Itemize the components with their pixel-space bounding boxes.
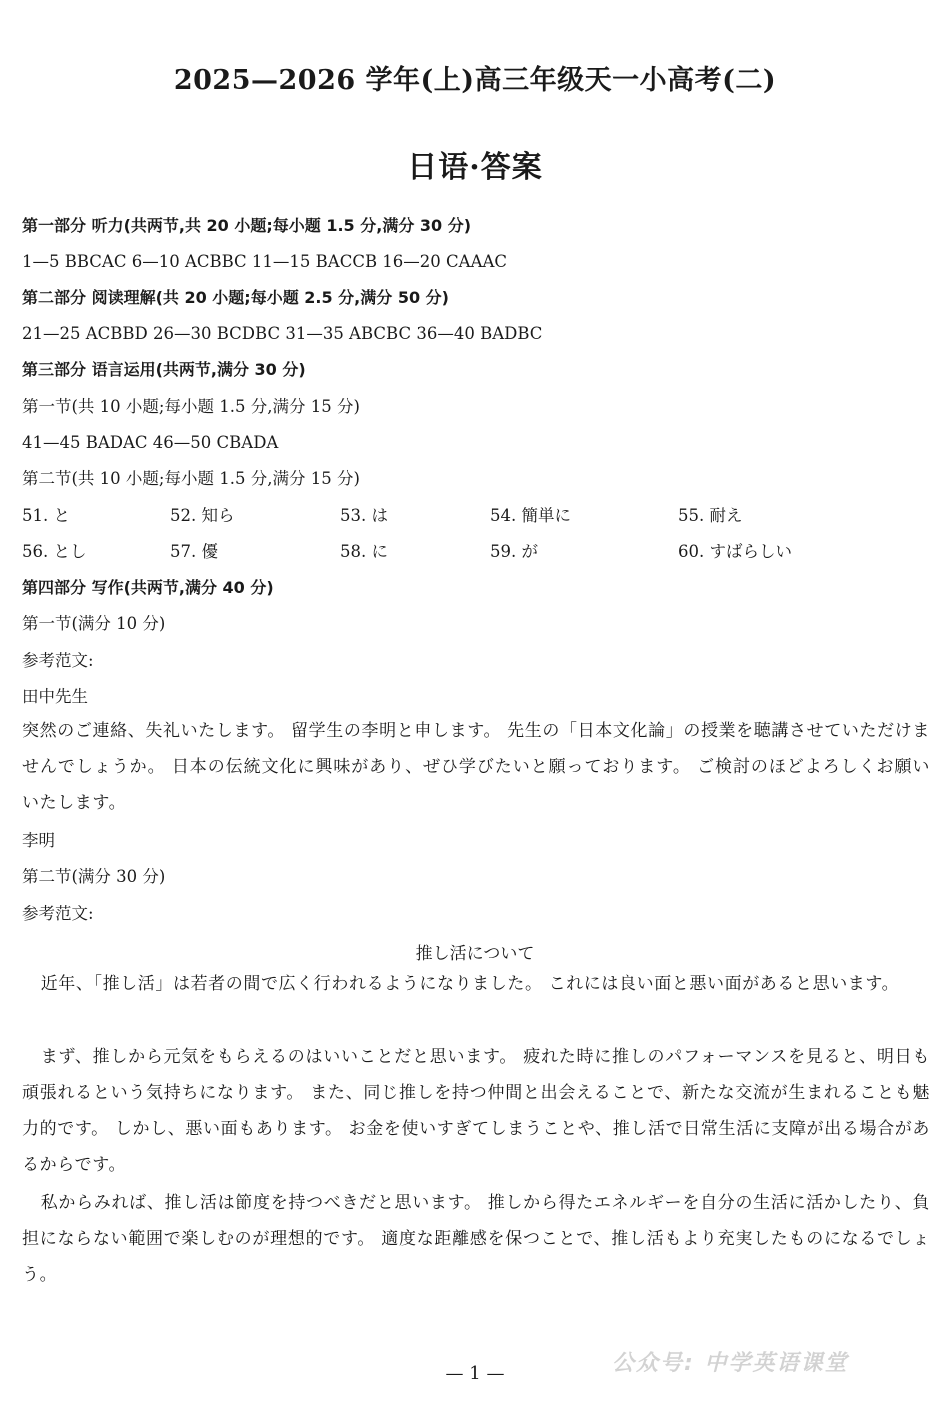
- essay-paragraph: 私からみれば、推し活は節度を持つべきだと思います。 推しから得たエネルギーを自分の生活に活かしたり、負担にならない範囲で楽しむのが理想的です。 適度な距離感を保つことで、推し活もより充実したものになるでしょう。: [22, 1193, 930, 1285]
- sample-label: 参考范文:: [22, 904, 94, 923]
- part3-sec1-answers: 41—45 BADAC 46—50 CBADA: [22, 433, 279, 452]
- essay-title: 推し活について: [415, 944, 535, 964]
- part4-heading: 第四部分 写作(共两节,满分 40 分): [22, 578, 274, 597]
- answer-item: 59. が: [490, 542, 538, 561]
- exam-title: 2025—2026 学年(上)高三年级天一小高考(二): [173, 65, 777, 96]
- answer-item: 57. 優: [170, 542, 218, 561]
- answer-item: 56. とし: [22, 542, 87, 561]
- part4-sec1-heading: 第一节(满分 10 分): [22, 614, 166, 633]
- letter-body: 突然のご連絡、失礼いたします。 留学生の李明と申します。 先生の「日本文化論」の授業を聴講させていただけませんでしょうか。 日本の伝統文化に興味があり、ぜひ学びたいと願っております。 ご検討のほどよろしくお願いいたします。: [22, 721, 930, 813]
- letter-salutation: 田中先生: [22, 687, 88, 706]
- part2-answers: 21—25 ACBBD 26—30 BCDBC 31—35 ABCBC 36—40 BADBC: [22, 324, 543, 343]
- answer-item: 51. と: [22, 506, 70, 525]
- letter-signature: 李明: [22, 831, 55, 850]
- essay-paragraph: 近年、「推し活」は若者の間で広く行われるようになりました。 これには良い面と悪い面があると思います。: [40, 974, 900, 994]
- part3-heading: 第三部分 语言运用(共两节,满分 30 分): [22, 360, 306, 379]
- answer-item: 53. は: [340, 506, 388, 525]
- part2-heading: 第二部分 阅读理解(共 20 小题;每小题 2.5 分,满分 50 分): [22, 288, 449, 307]
- part3-sec2-heading: 第二节(共 10 小题;每小题 1.5 分,满分 15 分): [22, 469, 360, 488]
- essay-paragraph: まず、推しから元気をもらえるのはいいことだと思います。 疲れた時に推しのパフォーマンスを見ると、明日も頑張れるという気持ちになります。 また、同じ推しを持つ仲間と出会えることで、新たな交流が生まれることも魅力的です。 しかし、悪い面もあります。 お金を使いすぎてしまうことや、推し活で日常生活に支障が出る場合があるからです。: [22, 1047, 930, 1175]
- answer-item: 52. 知ら: [170, 506, 235, 525]
- answer-item: 54. 簡単に: [490, 506, 571, 525]
- part3-sec1-heading: 第一节(共 10 小题;每小题 1.5 分,满分 15 分): [22, 397, 360, 416]
- part4-sec2-heading: 第二节(满分 30 分): [22, 867, 166, 886]
- watermark: 公众号: 中学英语课堂: [612, 1351, 849, 1376]
- part1-heading: 第一部分 听力(共两节,共 20 小题;每小题 1.5 分,满分 30 分): [22, 216, 472, 235]
- part1-answers: 1—5 BBCAC 6—10 ACBBC 11—15 BACCB 16—20 CAAAC: [22, 252, 508, 271]
- sample-label: 参考范文:: [22, 651, 94, 670]
- answer-item: 60. すばらしい: [678, 542, 792, 561]
- answer-item: 58. に: [340, 542, 388, 561]
- subject-title: 日语·答案: [407, 150, 543, 185]
- answer-item: 55. 耐え: [678, 506, 743, 525]
- page-number: — 1 —: [445, 1363, 505, 1384]
